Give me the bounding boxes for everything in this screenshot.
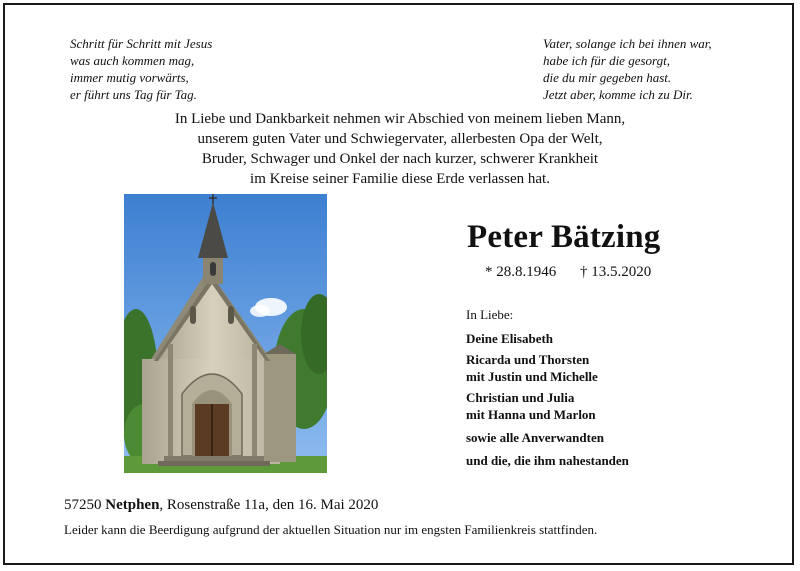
intro-line: unserem guten Vater und Schwiegervater, allerbesten Opa der Welt, bbox=[197, 131, 603, 147]
poem-right-line: Jetzt aber, komme ich zu Dir. bbox=[543, 87, 693, 102]
mourner-group bbox=[466, 330, 629, 347]
mourner-line: und die, die ihm nahestanden bbox=[466, 453, 629, 468]
birth-date: * 28.8.1946 bbox=[485, 264, 557, 280]
mourner-line: Deine Elisabeth bbox=[466, 331, 554, 346]
mourner-line: sowie alle Anverwandten bbox=[466, 430, 604, 445]
poem-left-line: immer mutig vorwärts, bbox=[70, 70, 189, 85]
chapel-illustration bbox=[124, 194, 327, 473]
mourner-group bbox=[466, 351, 629, 385]
poem-left bbox=[70, 35, 212, 103]
mourners-list bbox=[466, 330, 629, 469]
mourner-line: Ricarda und Thorsten bbox=[466, 352, 590, 367]
mourner-line: mit Hanna und Marlon bbox=[466, 407, 596, 422]
intro-line: Bruder, Schwager und Onkel der nach kurzer, schwerer Krankheit bbox=[201, 151, 599, 167]
poem-left-line: Schritt für Schritt mit Jesus bbox=[70, 36, 213, 51]
intro-line: im Kreise seiner Familie diese Erde verlassen hat. bbox=[250, 171, 550, 187]
mourner-line: mit Justin und Michelle bbox=[466, 369, 598, 384]
zip-code: 57250 bbox=[64, 497, 102, 513]
deceased-name: Peter Bätzing bbox=[467, 219, 661, 255]
funeral-notice: Leider kann die Beerdigung aufgrund der aktuellen Situation nur im engsten Familienkreis stattfinden. bbox=[64, 522, 598, 537]
address-date: , Rosenstraße 11a, den 16. Mai 2020 bbox=[159, 497, 379, 513]
intro-text bbox=[0, 109, 800, 189]
death-date: † 13.5.2020 bbox=[580, 264, 652, 280]
poem-left-line: er führt uns Tag für Tag. bbox=[70, 87, 197, 102]
mourner-line: Christian und Julia bbox=[466, 390, 575, 405]
in-liebe-label: In Liebe: bbox=[466, 307, 514, 322]
life-dates bbox=[485, 264, 671, 281]
mourner-group bbox=[466, 389, 629, 423]
intro-line: In Liebe und Dankbarkeit nehmen wir Abschied von meinem lieben Mann, bbox=[174, 111, 626, 127]
town-name: Netphen bbox=[105, 497, 160, 513]
poem-right-line: habe ich für die gesorgt, bbox=[543, 53, 670, 68]
poem-right-line: Vater, solange ich bei ihnen war, bbox=[543, 36, 712, 51]
poem-left-line: was auch kommen mag, bbox=[70, 53, 195, 68]
chapel-photo bbox=[124, 194, 327, 473]
mourner-group bbox=[466, 429, 629, 446]
mourner-group bbox=[466, 452, 629, 469]
poem-right bbox=[543, 35, 712, 103]
place-date-line bbox=[64, 497, 378, 514]
poem-right-line: die du mir gegeben hast. bbox=[543, 70, 672, 85]
